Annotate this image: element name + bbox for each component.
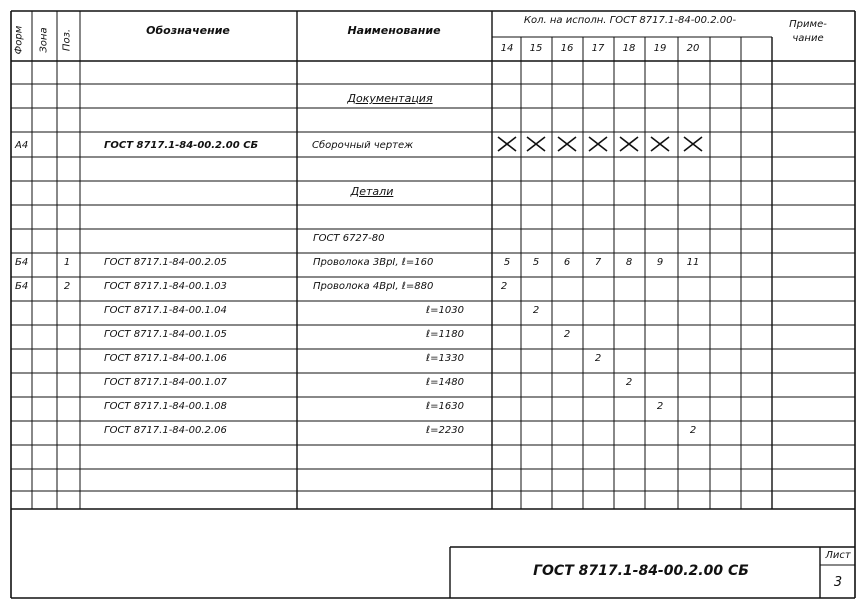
- header-note-line1: Приме-: [789, 19, 827, 30]
- row-qty-15: 5: [532, 257, 540, 268]
- doc-mark-18: [618, 135, 640, 153]
- header-quantity-title: Кол. на исполн. ГОСТ 8717.1-84-00.2.00-: [523, 15, 737, 26]
- variant-header-18: 18: [622, 43, 636, 54]
- section-documentation: Документация: [347, 92, 433, 105]
- doc-mark-15: [525, 135, 547, 153]
- row-qty-20: 11: [686, 257, 700, 268]
- section-details: Детали: [350, 185, 394, 198]
- header-designation: Обозначение: [146, 24, 230, 37]
- row-name: ℓ=1180: [426, 329, 464, 340]
- row-name: ℓ=2230: [426, 425, 464, 436]
- row-designation: ГОСТ 8717.1-84-00.2.06: [104, 425, 227, 436]
- row-qty-17: 2: [594, 353, 602, 364]
- stamp-designation: ГОСТ 8717.1-84-00.2.00 СБ: [533, 563, 749, 579]
- row-name: ℓ=1630: [426, 401, 464, 412]
- row-qty-15: 2: [532, 305, 540, 316]
- row-designation: ГОСТ 8717.1-84-00.1.03: [104, 281, 227, 292]
- row-format: Б4: [15, 257, 29, 268]
- row-designation: ГОСТ 8717.1-84-00.1.04: [104, 305, 227, 316]
- row-designation: ГОСТ 8717.1-84-00.2.05: [104, 257, 227, 268]
- header-name: Наименование: [347, 24, 441, 37]
- variant-header-19: 19: [653, 43, 667, 54]
- doc-designation: ГОСТ 8717.1-84-00.2.00 СБ: [104, 140, 259, 151]
- row-designation: ГОСТ 8717.1-84-00.1.06: [104, 353, 227, 364]
- row-designation: ГОСТ 8717.1-84-00.1.05: [104, 329, 227, 340]
- row-name: Проволока 3ВрI, ℓ=160: [313, 257, 434, 268]
- row-designation: ГОСТ 8717.1-84-00.1.08: [104, 401, 227, 412]
- variant-header-14: 14: [500, 43, 514, 54]
- row-name: ℓ=1030: [426, 305, 464, 316]
- variant-header-20: 20: [686, 43, 700, 54]
- row-qty-14: 5: [503, 257, 511, 268]
- row-name: ℓ=1330: [426, 353, 464, 364]
- row-designation: ГОСТ 8717.1-84-00.1.07: [104, 377, 227, 388]
- header-format: Форм: [13, 25, 25, 55]
- row-qty-16: 2: [563, 329, 571, 340]
- row-name: ℓ=1480: [426, 377, 464, 388]
- variant-header-16: 16: [560, 43, 574, 54]
- doc-format: А4: [15, 140, 29, 151]
- row-qty-18: 8: [625, 257, 633, 268]
- doc-mark-20: [682, 135, 704, 153]
- row-qty-18: 2: [625, 377, 633, 388]
- row-name: Проволока 4ВрI, ℓ=880: [313, 281, 434, 292]
- doc-mark-19: [649, 135, 671, 153]
- row-qty-16: 6: [563, 257, 571, 268]
- variant-header-15: 15: [529, 43, 543, 54]
- doc-mark-17: [587, 135, 609, 153]
- variant-header-17: 17: [591, 43, 605, 54]
- header-zone: Зона: [38, 27, 50, 53]
- row-qty-19: 2: [656, 401, 664, 412]
- doc-mark-14: [496, 135, 518, 153]
- stamp-sheet-label: Лист: [825, 550, 851, 561]
- row-qty-17: 7: [594, 257, 602, 268]
- header-note-line2: чание: [792, 33, 824, 44]
- doc-name: Сборочный чертеж: [312, 140, 414, 151]
- row-pos: 2: [63, 281, 71, 292]
- row-qty-20: 2: [689, 425, 697, 436]
- stamp-sheet-number: 3: [833, 575, 843, 590]
- header-pos: Поз.: [61, 28, 73, 52]
- row-pos: 1: [63, 257, 71, 268]
- doc-mark-16: [556, 135, 578, 153]
- material-standard: ГОСТ 6727-80: [313, 233, 385, 244]
- row-qty-19: 9: [656, 257, 664, 268]
- row-format: Б4: [15, 281, 29, 292]
- row-qty-14: 2: [500, 281, 508, 292]
